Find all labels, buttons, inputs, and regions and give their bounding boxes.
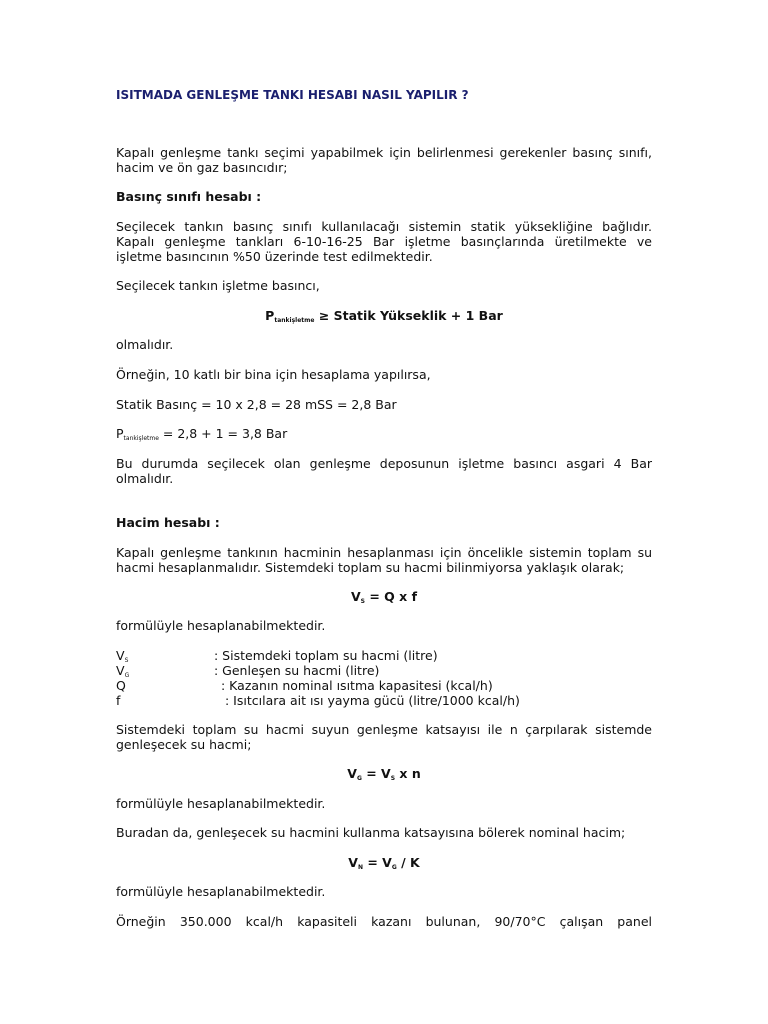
pressure-heading: Basınç sınıfı hesabı : — [116, 189, 262, 204]
volume-para2-line-1: Sistemdeki toplam su hacmi suyun genleşme katsayısı ile n çarpılarak sistemde — [116, 722, 652, 737]
volume-after-3: formülüyle hesaplanabilmektedir. — [116, 884, 326, 899]
example-last-line: Örneğin 350.000 kcal/h kapasiteli kazanı bulunan, 90/70°C çalışan panel — [116, 914, 652, 929]
pressure-example: Örneğin, 10 katlı bir bina için hesaplama yapılırsa, — [116, 367, 431, 382]
intro-line-1: Kapalı genleşme tankı seçimi yapabilmek için belirlenmesi gerekenler basınç sınıfı, — [116, 145, 652, 160]
pressure-para3: olmalıdır. — [116, 337, 174, 352]
definition-vs: $V_S$ : Sistemdeki toplam su hacmi (litre) — [116, 648, 438, 664]
volume-para1-line-1: Kapalı genleşme tankının hacminin hesaplanması için öncelikle sistemin toplam su — [116, 545, 652, 560]
volume-after-2: formülüyle hesaplanabilmektedir. — [116, 796, 326, 811]
ptank-line: $P_{tankişletme} = 2,8 + 1 = 3,8$ Bar — [116, 426, 288, 442]
volume-after-1: formülüyle hesaplanabilmektedir. — [116, 618, 326, 633]
pressure-formula: $P_{tankişletme}$ ≥ Statik Yükseklik + 1 Bar — [265, 308, 503, 324]
volume-formula-1: $V_S = Q$ x f — [350, 589, 418, 605]
definition-vg: $V_G$ : Genleşen su hacmi (litre) — [116, 663, 380, 679]
page-title: ISITMADA GENLEŞME TANKI HESABI NASIL YAPILIR ? — [116, 88, 469, 102]
definition-q: Q : Kazanın nominal ısıtma kapasitesi (kcal/h) — [116, 678, 493, 693]
volume-formula-2: $V_G = V_S$ x n — [347, 766, 421, 782]
pressure-conclusion-line-2: olmalıdır. — [116, 471, 174, 486]
volume-heading: Hacim hesabı : — [116, 515, 220, 530]
pressure-para1-line-3: işletme basıncının %50 üzerinde test edilmektedir. — [116, 249, 433, 264]
static-pressure-line: Statik Basınç = 10 x 2,8 = 28 mSS = 2,8 Bar — [116, 397, 397, 412]
pressure-para1-line-1: Seçilecek tankın basınç sınıfı kullanılacağı sistemin statik yüksekliğine bağlıdır. — [116, 219, 652, 234]
intro-line-2: hacim ve ön gaz basıncıdır; — [116, 160, 288, 175]
volume-para1-line-2: hacmi hesaplanmalıdır. Sistemdeki toplam su hacmi bilinmiyorsa yaklaşık olarak; — [116, 560, 625, 575]
definition-f: f : Isıtcılara ait ısı yayma gücü (litre/1000 kcal/h) — [116, 693, 520, 708]
volume-formula-3: $V_N = V_G / K$ — [348, 855, 420, 871]
pressure-para2: Seçilecek tankın işletme basıncı, — [116, 278, 320, 293]
pressure-conclusion-line-1: Bu durumda seçilecek olan genleşme deposunun işletme basıncı asgari 4 Bar — [116, 456, 652, 471]
volume-para2-line-2: genleşecek su hacmi; — [116, 737, 252, 752]
pressure-para1-line-2: Kapalı genleşme tankları 6-10-16-25 Bar işletme basınçlarında üretilmekte ve — [116, 234, 652, 249]
volume-para3: Buradan da, genleşecek su hacmini kullanma katsayısına bölerek nominal hacim; — [116, 825, 626, 840]
